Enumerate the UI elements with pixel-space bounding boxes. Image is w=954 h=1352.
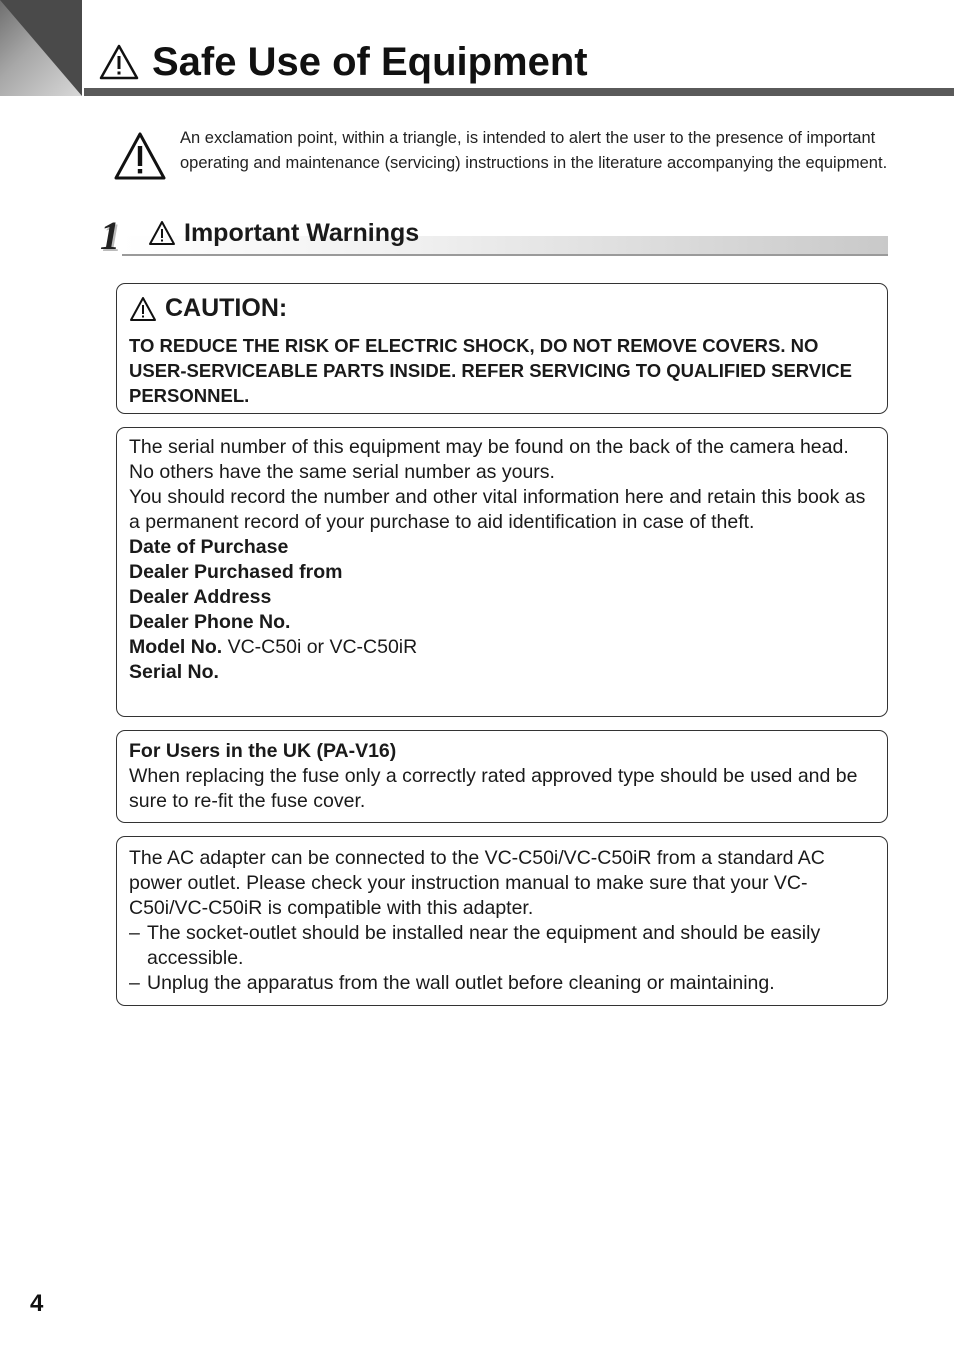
- caution-box: [116, 283, 888, 414]
- header-rule: [84, 88, 954, 96]
- section-number: 1: [100, 213, 120, 258]
- warning-triangle-icon: [129, 296, 157, 322]
- uk-users-box: [116, 730, 888, 823]
- section-title: [148, 216, 419, 250]
- corner-decoration: [0, 0, 82, 96]
- section-title-text: Important Warnings: [184, 218, 420, 247]
- warning-triangle-icon: [148, 220, 176, 246]
- dealer-address-label: Dealer Address: [129, 586, 272, 608]
- dash-bullet: –: [129, 922, 140, 944]
- warning-triangle-icon: [98, 43, 140, 81]
- serial-para-1: The serial number of this equipment may be found on the back of the camera head. No others have the same serial number as yours.: [129, 436, 849, 483]
- serial-para-2: You should record the number and other vital information here and retain this book as a permanent record of your purchase to aid identification in case of theft.: [129, 486, 866, 533]
- caution-text: TO REDUCE THE RISK OF ELECTRIC SHOCK, DO NOT REMOVE COVERS. NO USER-SERVICEABLE PARTS INSIDE. REFER SERVICING TO QUALIFIED SERVICE PERSONNEL.: [129, 335, 852, 406]
- serial-number-box: [116, 427, 888, 717]
- caution-heading: [129, 294, 875, 323]
- dealer-phone-label: Dealer Phone No.: [129, 611, 291, 633]
- dash-bullet: –: [129, 972, 140, 994]
- intro-note: [114, 126, 889, 182]
- ac-para: The AC adapter can be connected to the VC-C50i/VC-C50iR from a standard AC power outlet. Please check your instruction manual to make sure that your VC-C50i/VC-C50iR is compatible with this adapter.: [129, 847, 825, 919]
- caution-heading-text: CAUTION:: [165, 294, 288, 322]
- list-item-text: The socket-outlet should be installed near the equipment and should be easily accessible.: [147, 922, 821, 969]
- list-item-text: Unplug the apparatus from the wall outlet before cleaning or maintaining.: [147, 972, 775, 994]
- page-title-text: Safe Use of Equipment: [152, 39, 588, 84]
- page-number: 4: [30, 1290, 44, 1317]
- warning-triangle-icon: [114, 130, 166, 182]
- model-label: Model No.: [129, 636, 223, 658]
- list-item: [129, 971, 875, 996]
- date-of-purchase-label: Date of Purchase: [129, 536, 289, 558]
- model-value: VC-C50i or VC-C50iR: [222, 636, 418, 658]
- intro-text: An exclamation point, within a triangle, is intended to alert the user to the presence of important operating and maintenance (servicing) instructions in the literature accompanying the equipment.: [180, 129, 888, 172]
- list-item: [129, 921, 875, 971]
- page-title: [98, 36, 588, 88]
- uk-heading: For Users in the UK (PA-V16): [129, 740, 397, 762]
- uk-text: When replacing the fuse only a correctly rated approved type should be used and be sure to re-fit the fuse cover.: [129, 765, 858, 812]
- dealer-label: Dealer Purchased from: [129, 561, 343, 583]
- ac-adapter-box: [116, 836, 888, 1006]
- model-line: [129, 635, 875, 660]
- serial-label: Serial No.: [129, 661, 219, 683]
